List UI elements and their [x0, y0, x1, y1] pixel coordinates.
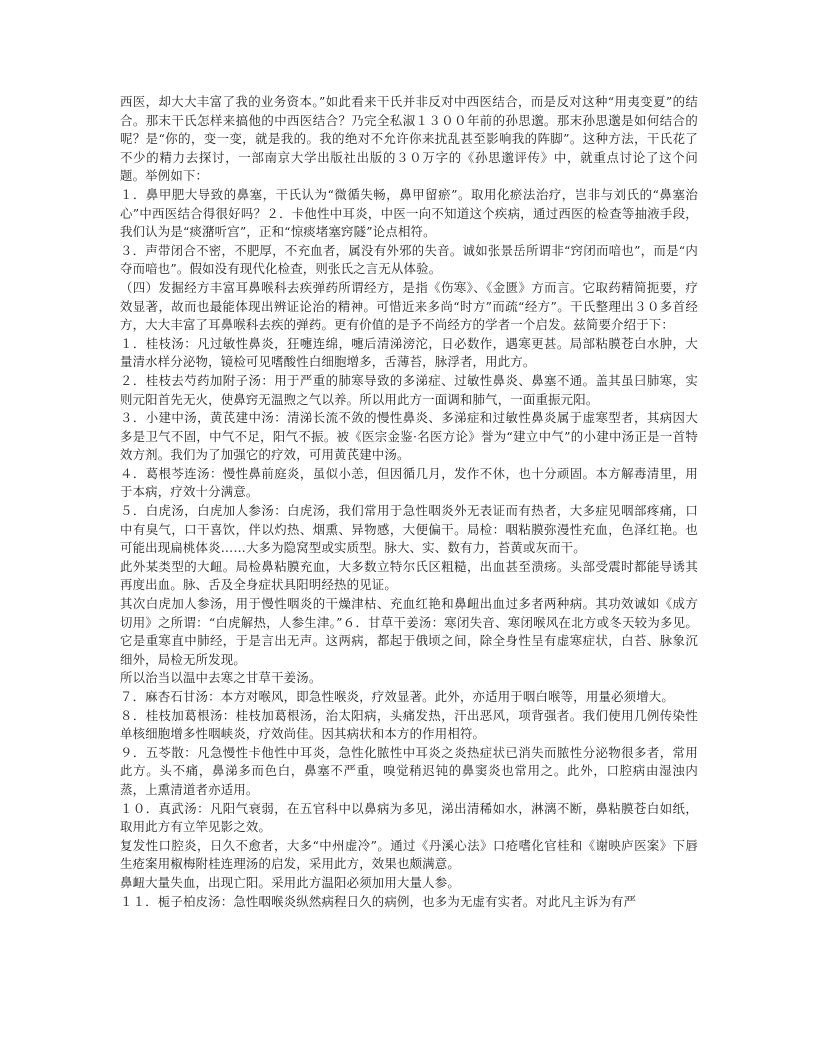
paragraph-oral-ulcer: 复发性口腔炎，日久不愈者，大多“中州虚冷”。通过《丹溪心法》口疮嗜化官桂和《谢映庐医案》下唇生疮案用椒梅附桂连理汤的启发，采用此方，效果也颇满意。: [120, 837, 698, 872]
paragraph-guizhi-fuzi: ２．桂枝去芍药加附子汤：用于严重的肺寒导致的多涕症、过敏性鼻炎、鼻塞不通。盖其虽曰肺寒，实则元阳首先无火，使鼻窍无温煦之气以养。所以用此方一面调和肺气，一面重振元阳。: [120, 372, 698, 407]
paragraph-wuling-san: ９．五苓散：凡急慢性卡他性中耳炎，急性化脓性中耳炎之炎热症状已消失而脓性分泌物很多者，常用此方。头不痛，鼻涕多而色白，鼻塞不严重，嗅觉稍迟钝的鼻窦炎也常用之。此外，口腔病由湿浊内蒸，上熏清道者亦适用。: [120, 744, 698, 797]
paragraph-maxing-shigan: ７．麻杏石甘汤：本方对喉风，即急性喉炎，疗效显著。此外，亦适用于咽白喉等，用量必须增大。: [120, 689, 674, 704]
paragraph-zhizi-baipi: １１．栀子柏皮汤：急性咽喉炎纵然病程日久的病例，也多为无虚有实者。对此凡主诉为有严: [120, 893, 637, 909]
paragraph-intro: 西医，却大大丰富了我的业务资本。”如此看来干氏并非反对中西医结合，而是反对这种“用夷变夏”的结合。那末干氏怎样来搞他的中西医结合？乃完全私淑１３００年前的孙思邈。那末孙思邈是如何结合的呢？是“你的，变一变，就是我的。我的绝对不允许你来扰乱甚至影响我的阵脚”。这种方法，干氏花了不少的精力去探讨，一部南京大学出版社出版的３０万字的《孙思邈评传》中，就重点讨论了这个问题。举例如下：: [120, 94, 698, 184]
paragraph-baihu-renshen: 其次白虎加人参汤，用于慢性咽炎的干燥津枯、充血红艳和鼻衄出血过多者两种病。其功效诚如《成方切用》之所谓：“白虎解热，人参生津。”６．甘草干姜汤：寒闭失音、寒闭喉风在北方或冬天较为多见。它是重寒直中肺经，于是言出无声。这两病，都起于俄顷之间，除全身性呈有虚寒症状，白苔、脉象沉细外，局检无所发现。: [120, 596, 698, 667]
paragraph-item-1-2: １．鼻甲肥大导致的鼻塞，干氏认为“微循失畅，鼻甲留瘀”。取用化瘀法治疗，岂非与刘氏的“鼻塞治心”中西医结合得很好吗？２．卡他性中耳炎，中医一向不知道这个疾病，通过西医的检查等抽液手段，我们认为是“痰潴听宫”，正和“惊痰堵塞窍隧”论点相符。: [120, 186, 698, 240]
paragraph-item-3: ３．声带闭合不密，不肥厚，不充血者，属没有外邪的失音。诚如张景岳所谓非“窍闭而喑也”，而是“内夺而喑也”。假如没有现代化检查，则张氏之言无从体验。: [120, 242, 698, 277]
document-page: [120, 93, 698, 911]
paragraph-section-4: （四）发掘经方丰富耳鼻喉科去疾弹药所谓经方，是指《伤寒》、《金匮》方而言。它取药精简扼要，疗效显著，故而也最能体现出辨证论治的精神。可惜近来多尚“时方”而疏“经方”。干氏整理出３０多首经方，大大丰富了耳鼻喉科去疾的弹药。更有价值的是予不尚经方的学者一个启发。兹简要介绍于下：: [120, 279, 698, 333]
paragraph-guizhi-gegen: ８．桂枝加葛根汤：桂枝加葛根汤，治太阳病，头痛发热，汗出恶风，项背强者。我们使用几例传染性单核细胞增多性咽峡炎，疗效尚佳。因其病状和本方的作用相符。: [120, 707, 698, 742]
paragraph-guizhi-tang: １．桂枝汤：凡过敏性鼻炎，狂嚏连绵，嚏后清涕滂沱，日必数作，遇寒更甚。局部粘膜苍白水肿，大量清水样分泌物，镜检可见嗜酸性白细胞增多，舌薄苔，脉浮者，用此方。: [120, 335, 698, 370]
paragraph-baihu-tang: ５．白虎汤，白虎加人参汤：白虎汤，我们常用于急性咽炎外无表证而有热者，大多症见咽部疼痛，口中有臭气，口干喜饮，伴以灼热、烟熏、异物感，大便偏干。局检：咽粘膜弥漫性充血，色泽红艳。也可能出现扁桃体炎……大多为隐窝型或实质型。脉大、实、数有力，苔黄或灰而干。: [120, 503, 698, 556]
paragraph-baihu-nosebleed: 此外某类型的大衄。局检鼻粘膜充血，大多数立特尔氏区粗糙，出血甚至溃疡。头部受震时都能导诱其再度出血。脉、舌及全身症状具阳明经热的见证。: [120, 558, 698, 593]
paragraph-zhenwu-tang: １０．真武汤：凡阳气衰弱，在五官科中以鼻病为多见，涕出清稀如水，淋漓不断，鼻粘膜苍白如纸，取用此方有立竿见影之效。: [120, 800, 698, 835]
paragraph-jianzhong-tang: ３．小建中汤，黄芪建中汤：清涕长流不敛的慢性鼻炎、多涕症和过敏性鼻炎属于虚寒型者，其病因大多是卫气不固，中气不足，阳气不振。被《医宗金鉴·名医方论》誉为“建立中气”的小建中汤正是一首特效方剂。我们为了加强它的疗效，可用黄芪建中汤。: [120, 410, 698, 463]
paragraph-gancao-ganjiang: 所以治当以温中去寒之甘草干姜汤。: [120, 670, 322, 686]
paragraph-nosebleed-yang: 鼻衄大量失血，出现亡阳。采用此方温阳必须加用大量人参。: [120, 874, 460, 890]
paragraph-gegen-qinlian: ４．葛根芩连汤：慢性鼻前庭炎，虽似小恙，但因循几月，发作不休，也十分顽固。本方解毒清里，用于本病，疗效十分满意。: [120, 465, 698, 500]
